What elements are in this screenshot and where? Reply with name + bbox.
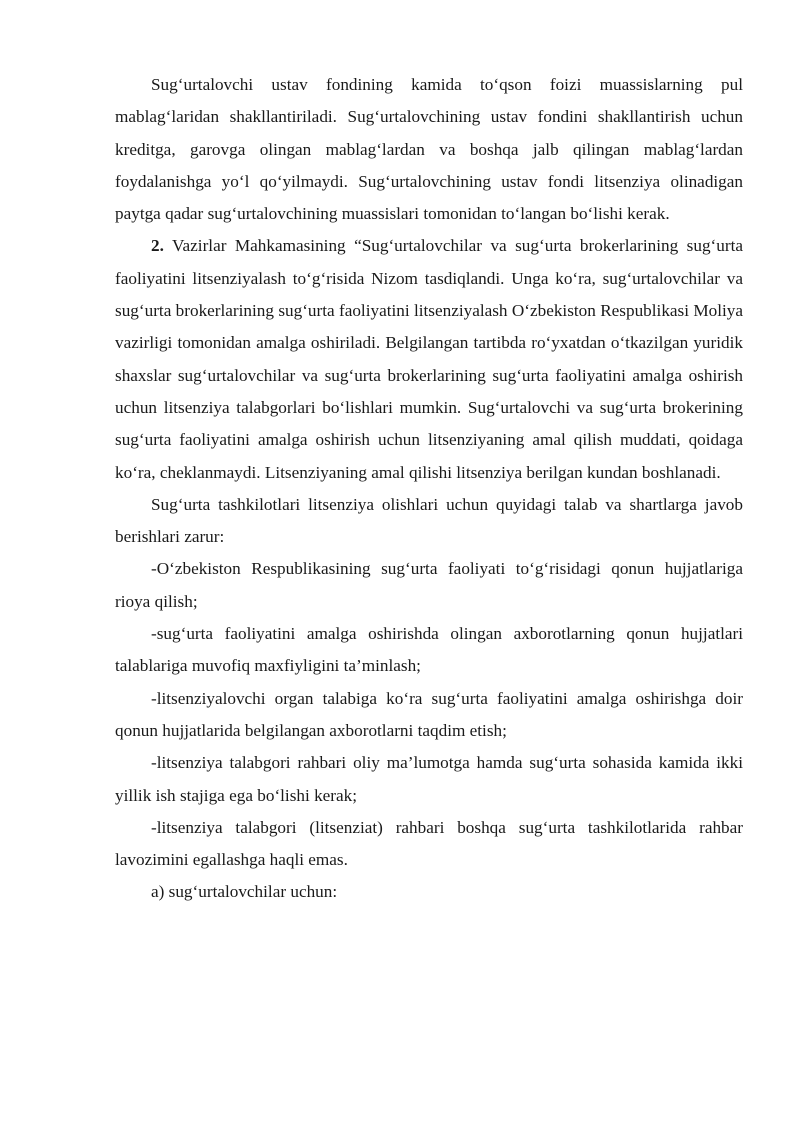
subsection-insurers [115,876,743,908]
paragraph-text: Sug‘urtalovchi ustav fondining kamida to‘qson foizi muassislarning pul mablag‘laridan shakllantiriladi. Sug‘urtalovchining ustav fondini shakllantirish uchun kreditga, garovga olingan mablag‘lardan va boshqa jalb qilingan mablag‘lardan foydalanishga yo‘l qo‘yilmaydi. Sug‘urtalovchining ustav fondi litsenziya olinadigan paytga qadar sug‘urtalovchining muassislari tomonidan to‘langan bo‘lishi kerak. [115,75,743,224]
paragraph-text: -litsenziyalovchi organ talabiga ko‘ra sug‘urta faoliyatini amalga oshirishga doir qonun hujjatlarida belgilangan axborotlarni taqdim etish; [115,688,743,740]
paragraph-text: -litsenziya talabgori rahbari oliy ma’lumotga hamda sug‘urta sohasida kamida ikki yillik ish stajiga ega bo‘lishi kerak; [115,753,743,805]
paragraph-requirements-intro [115,489,743,554]
requirement-item-manager-position [115,812,743,877]
document-page [115,69,743,909]
paragraph-charter-fund [115,69,743,230]
paragraph-text: -O‘zbekiston Respublikasining sug‘urta faoliyati to‘g‘risidagi qonun hujjatlariga rioya qilish; [115,559,743,611]
requirement-item-confidentiality [115,618,743,683]
requirement-item-information [115,683,743,748]
requirement-item-legislation [115,553,743,618]
paragraph-number: 2. [151,236,164,256]
paragraph-text: Sug‘urta tashkilotlari litsenziya olishlari uchun quyidagi talab va shartlarga javob berishlari zarur: [115,494,743,547]
requirement-item-manager-education [115,747,743,812]
paragraph-text: -sug‘urta faoliyatini amalga oshirishda olingan axborotlarning qonun hujjatlari talablariga muvofiq maxfiyligini ta’minlash; [115,624,743,676]
paragraph-text: -litsenziya talabgori (litsenziat) rahbari boshqa sug‘urta tashkilotlarida rahbar lavozimini egallashga haqli emas. [115,817,743,870]
paragraph-text: Vazirlar Mahkamasining “Sug‘urtalovchilar va sug‘urta brokerlarining sug‘urta faoliyatini litsenziyalash to‘g‘risida Nizom tasdiqlandi. Unga ko‘ra, sug‘urtalovchilar va sug‘urta brokerlarining sug‘urta faoliyatini litsenziyalash O‘zbekiston Respublikasi Moliya vazirligi tomonidan amalga oshiriladi. Belgilangan tartibda ro‘yxatdan o‘tkazilgan yuridik shaxslar sug‘urtalovchilar va sug‘urta brokerlarining sug‘urta faoliyatini amalga oshirish uchun litsenziya talabgorlari bo‘lishlari mumkin. Sug‘urtalovchi va sug‘urta brokerining sug‘urta faoliyatini amalga oshirish uchun litsenziyaning amal qilish muddati, qoidaga ko‘ra, cheklanmaydi. Litsenziyaning amal qilishi litsenziya berilgan kundan boshlanadi. [115,236,743,482]
paragraph-text: a) sug‘urtalovchilar uchun: [151,882,338,902]
paragraph-licensing-regulation [115,230,743,488]
